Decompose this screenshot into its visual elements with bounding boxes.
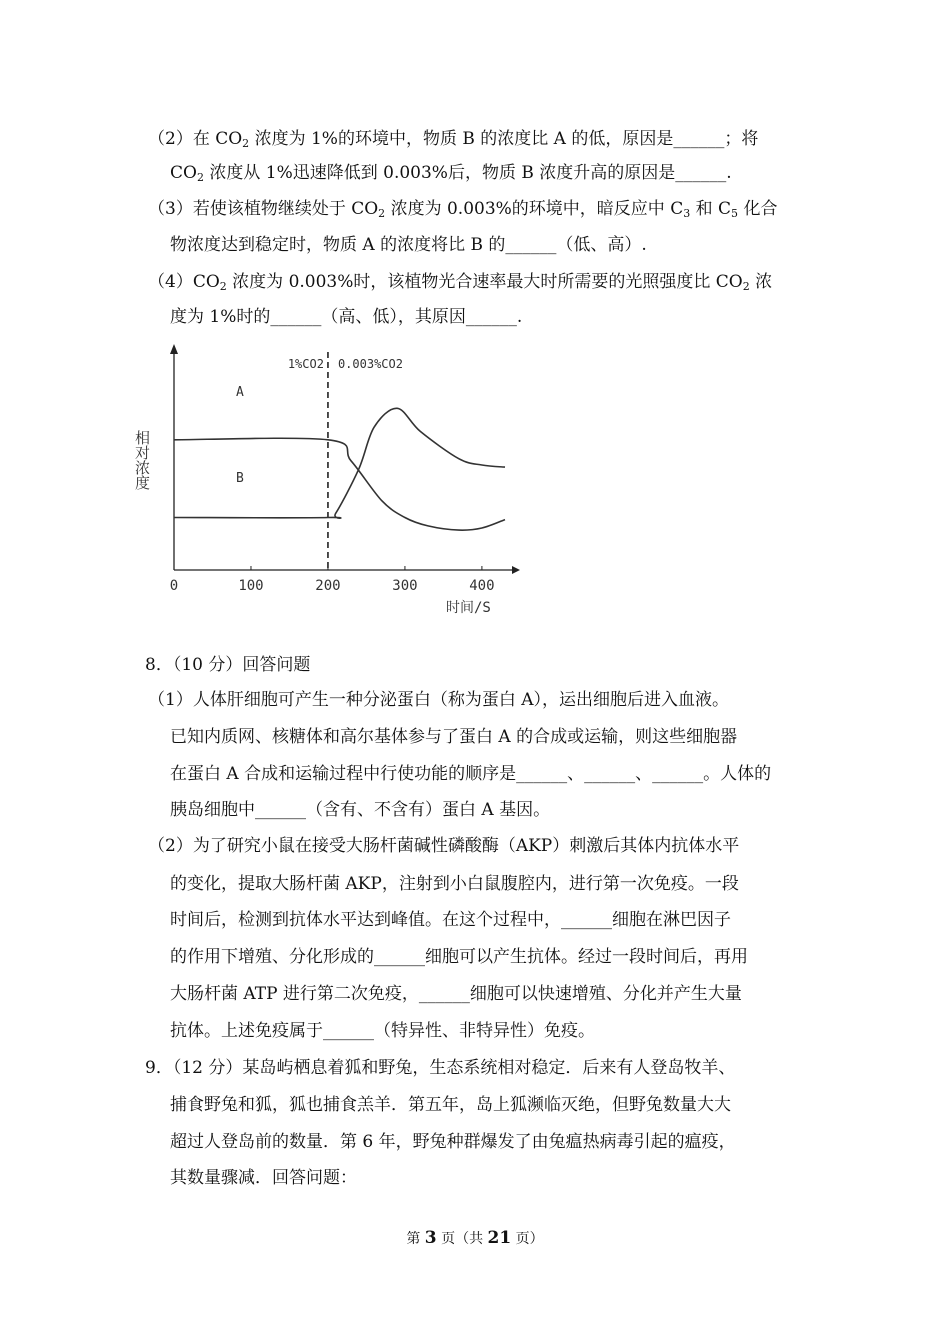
phase-label-0003pct-co2: 0.003%CO2: [337, 357, 403, 371]
q7-item4-line2: 度为 1%时的______（高、低），其原因______.: [170, 307, 523, 327]
x-tick-label: 300: [392, 578, 418, 594]
series-a-line: [174, 438, 505, 530]
series-a-label: A: [236, 385, 244, 400]
q9-line: 其数量骤减．回答问题：: [170, 1168, 357, 1188]
q8-item1-line: 胰岛细胞中______（含有、不含有）蛋白 A 基因。: [170, 800, 551, 820]
q9-line: 超过人登岛前的数量．第 6 年，野兔种群爆发了由兔瘟热病毒引起的瘟疫，: [170, 1132, 736, 1152]
q8-header: 8．（10 分）回答问题: [145, 655, 311, 675]
q7-item4-line1: $(4)CO_2$ 浓度为 0.003%时，该植物光合速率最大时所需要的光照强度比 $CO_2$ 浓: [148, 272, 773, 293]
q7-item3-line1: （3）若使该植物继续处于 $CO_2$ 浓度为 0.003%的环境中，暗反应中 $C_3$ 和 $C_5$ 化合: [148, 199, 778, 220]
q8-item1-line: 在蛋白 A 合成和运输过程中行使功能的顺序是______、______、______。人体的: [170, 764, 772, 784]
q8-item2-line: 的变化，提取大肠杆菌 AKP，注射到小白鼠腹腔内，进行第一次免疫。一段: [170, 874, 739, 894]
series-b-label: B: [236, 471, 244, 486]
q8-item2-line: （2）为了研究小鼠在接受大肠杆菌碱性磷酸酶（AKP）刺激后其体内抗体水平: [148, 836, 740, 856]
concentration-chart: [133, 338, 520, 623]
page-footer: 第 3 页（共 21 页）: [406, 1228, 544, 1248]
q8-item2-line: 时间后，检测到抗体水平达到峰值。在这个过程中，______细胞在淋巴因子: [170, 910, 731, 930]
x-axis-label: 时间/S: [446, 600, 491, 616]
series-b-line: [174, 408, 505, 518]
y-axis-label: 相对浓度: [133, 430, 151, 490]
x-axis-arrow: [512, 566, 520, 574]
q7-item2-line2: $CO_2$ 浓度从 1%迅速降低到 0.003%后，物质 B 浓度升高的原因是______.: [170, 163, 732, 184]
q8-item2-line: 抗体。上述免疫属于______（特异性、非特异性）免疫。: [170, 1021, 595, 1041]
x-tick-label: 200: [315, 578, 341, 594]
y-axis-arrow: [170, 344, 178, 354]
x-tick-label: 100: [238, 578, 264, 594]
q9-line: 捕食野兔和狐，狐也捕食羔羊．第五年，岛上狐濒临灭绝，但野兔数量大大: [170, 1095, 731, 1115]
x-tick-label: 400: [469, 578, 495, 594]
q8-item1-line: （1）人体肝细胞可产生一种分泌蛋白（称为蛋白 A），运出细胞后进入血液。: [148, 690, 729, 710]
q8-item1-line: 已知内质网、核糖体和高尔基体参与了蛋白 A 的合成或运输，则这些细胞器: [170, 727, 738, 747]
q7-item3-line2: 物浓度达到稳定时，物质 A 的浓度将比 B 的______（低、高）.: [170, 235, 647, 255]
phase-label-1pct-co2: 1%CO2: [287, 357, 324, 371]
q8-item2-line: 大肠杆菌 ATP 进行第二次免疫，______细胞可以快速增殖、分化并产生大量: [170, 984, 742, 1004]
q8-item2-line: 的作用下增殖、分化形成的______细胞可以产生抗体。经过一段时间后，再用: [170, 947, 748, 967]
x-tick-label: 0: [169, 578, 179, 594]
q9-line: 9．（12 分）某岛屿栖息着狐和野兔，生态系统相对稳定．后来有人登岛牧羊、: [145, 1058, 736, 1078]
q7-item2-line1: （2）在 $CO_2$ 浓度为 1%的环境中，物质 B 的浓度比 A 的低，原因是______；将: [148, 129, 759, 150]
